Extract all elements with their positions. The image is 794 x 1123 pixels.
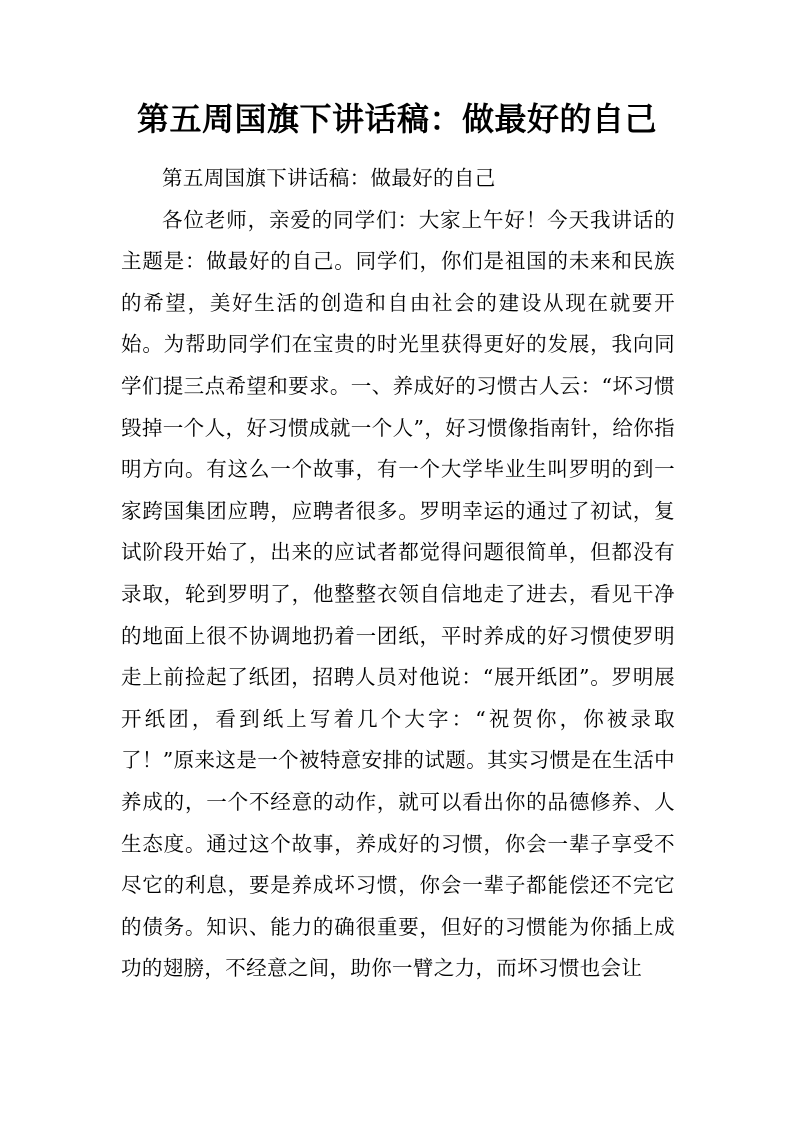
document-body bbox=[121, 158, 675, 990]
subtitle-paragraph: 第五周国旗下讲话稿：做最好的自己 bbox=[162, 166, 496, 190]
document-title: 第五周国旗下讲话稿：做最好的自己 bbox=[136, 100, 657, 138]
body-paragraph: 各位老师，亲爱的同学们：大家上午好！今天我讲话的主题是：做最好的自己。同学们，你们是祖国的未来和民族的希望，美好生活的创造和自由社会的建设从现在就要开始。为帮助同学们在宝贵的时光里获得更好的发展，我向同学们提三点希望和要求。一、养成好的习惯古人云：“坏习惯毁掉一个人，好习惯成就一个人”，好习惯像指南针，给你指明方向。有这么一个故事，有一个大学毕业生叫罗明的到一家跨国集团应聘，应聘者很多。罗明幸运的通过了初试，复试阶段开始了，出来的应试者都觉得问题很简单，但都没有录取，轮到罗明了，他整整衣领自信地走了进去，看见干净的地面上很不协调地扔着一团纸，平时养成的好习惯使罗明走上前捡起了纸团，招聘人员对他说：“展开纸团”。罗明展开纸团，看到纸上写着几个大字：“祝贺你，你被录取了！”原来这是一个被特意安排的试题。其实习惯是在生活中养成的，一个不经意的动作，就可以看出你的品德修养、人生态度。通过这个故事，养成好的习惯，你会一辈子享受不尽它的利息，要是养成坏习惯，你会一辈子都能偿还不完它的债务。知识、能力的确很重要，但好的习惯能为你插上成功的翅膀，不经意之间，助你一臂之力，而坏习惯也会让 bbox=[121, 207, 675, 981]
